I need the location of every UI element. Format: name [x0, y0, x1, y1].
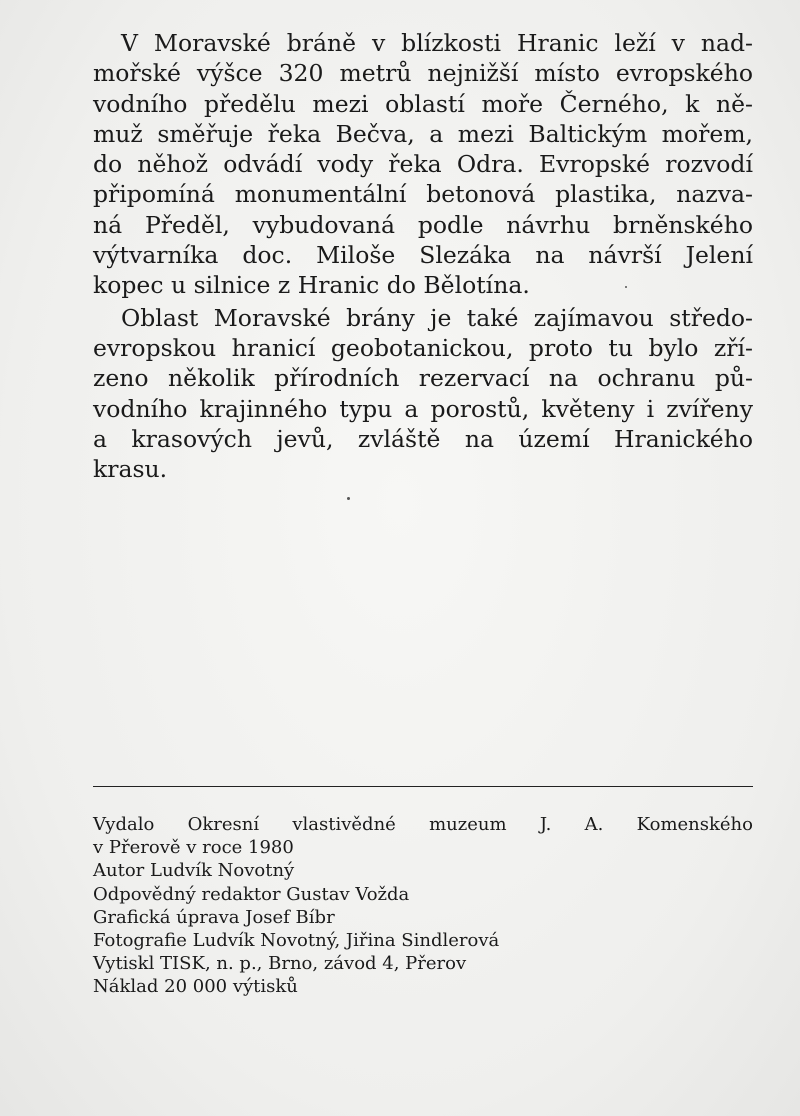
- text-line: krasu.: [93, 455, 168, 484]
- text-line: muž směřuje řeka Bečva, a mezi Baltickým mořem,: [93, 119, 753, 148]
- imprint-print-run: Náklad 20 000 výtisků: [93, 976, 298, 998]
- imprint-publisher: Vydalo Okresní vlastivědné muzeum J. A. Komenského: [93, 814, 753, 835]
- imprint-printer: Vytiskl TISK, n. p., Brno, závod 4, Přerov: [93, 953, 467, 975]
- text-line: výtvarníka doc. Miloše Slezáka na návrší Jelení: [93, 241, 753, 270]
- text-line: V Moravské bráně v blízkosti Hranic leží v nad-: [121, 29, 753, 57]
- imprint-design: Grafická úprava Josef Bíbr: [93, 906, 335, 928]
- paragraph-2: [93, 303, 753, 485]
- text-line: připomíná monumentální betonová plastika, nazva-: [93, 180, 753, 209]
- imprint-author: Autor Ludvík Novotný: [93, 860, 295, 882]
- imprint-editor: Odpovědný redaktor Gustav Vožda: [93, 883, 410, 905]
- text-line: a krasových jevů, zvláště na území Hranického: [93, 424, 753, 453]
- text-line: do něhož odvádí vody řeka Odra. Evropské rozvodí: [93, 150, 753, 179]
- speck: [347, 497, 350, 500]
- text-line: kopec u silnice z Hranic do Bělotína.: [93, 271, 530, 300]
- imprint-place-year: v Přerově v roce 1980: [93, 837, 294, 859]
- main-text: [93, 28, 753, 484]
- imprint-block: [93, 813, 753, 999]
- text-line: evropskou hranicí geobotanickou, proto tu bylo zří-: [93, 333, 753, 362]
- text-line: vodního krajinného typu a porostů, květeny i zvířeny: [93, 394, 753, 423]
- text-line: Oblast Moravské brány je také zajímavou středo-: [121, 303, 753, 332]
- text-line: ná Předěl, vybudovaná podle návrhu brněnského: [93, 210, 753, 239]
- imprint-photos: Fotografie Ludvík Novotný, Jiřina Sindlerová: [93, 929, 500, 951]
- text-line: mořské výšce 320 metrů nejnižší místo evropského: [93, 59, 753, 88]
- paragraph-1: [93, 28, 753, 301]
- speck: [625, 286, 627, 288]
- text-line: zeno několik přírodních rezervací na ochranu pů-: [93, 364, 753, 393]
- horizontal-rule: [93, 786, 753, 787]
- text-line: vodního předělu mezi oblastí moře Černého, k ně-: [93, 89, 753, 118]
